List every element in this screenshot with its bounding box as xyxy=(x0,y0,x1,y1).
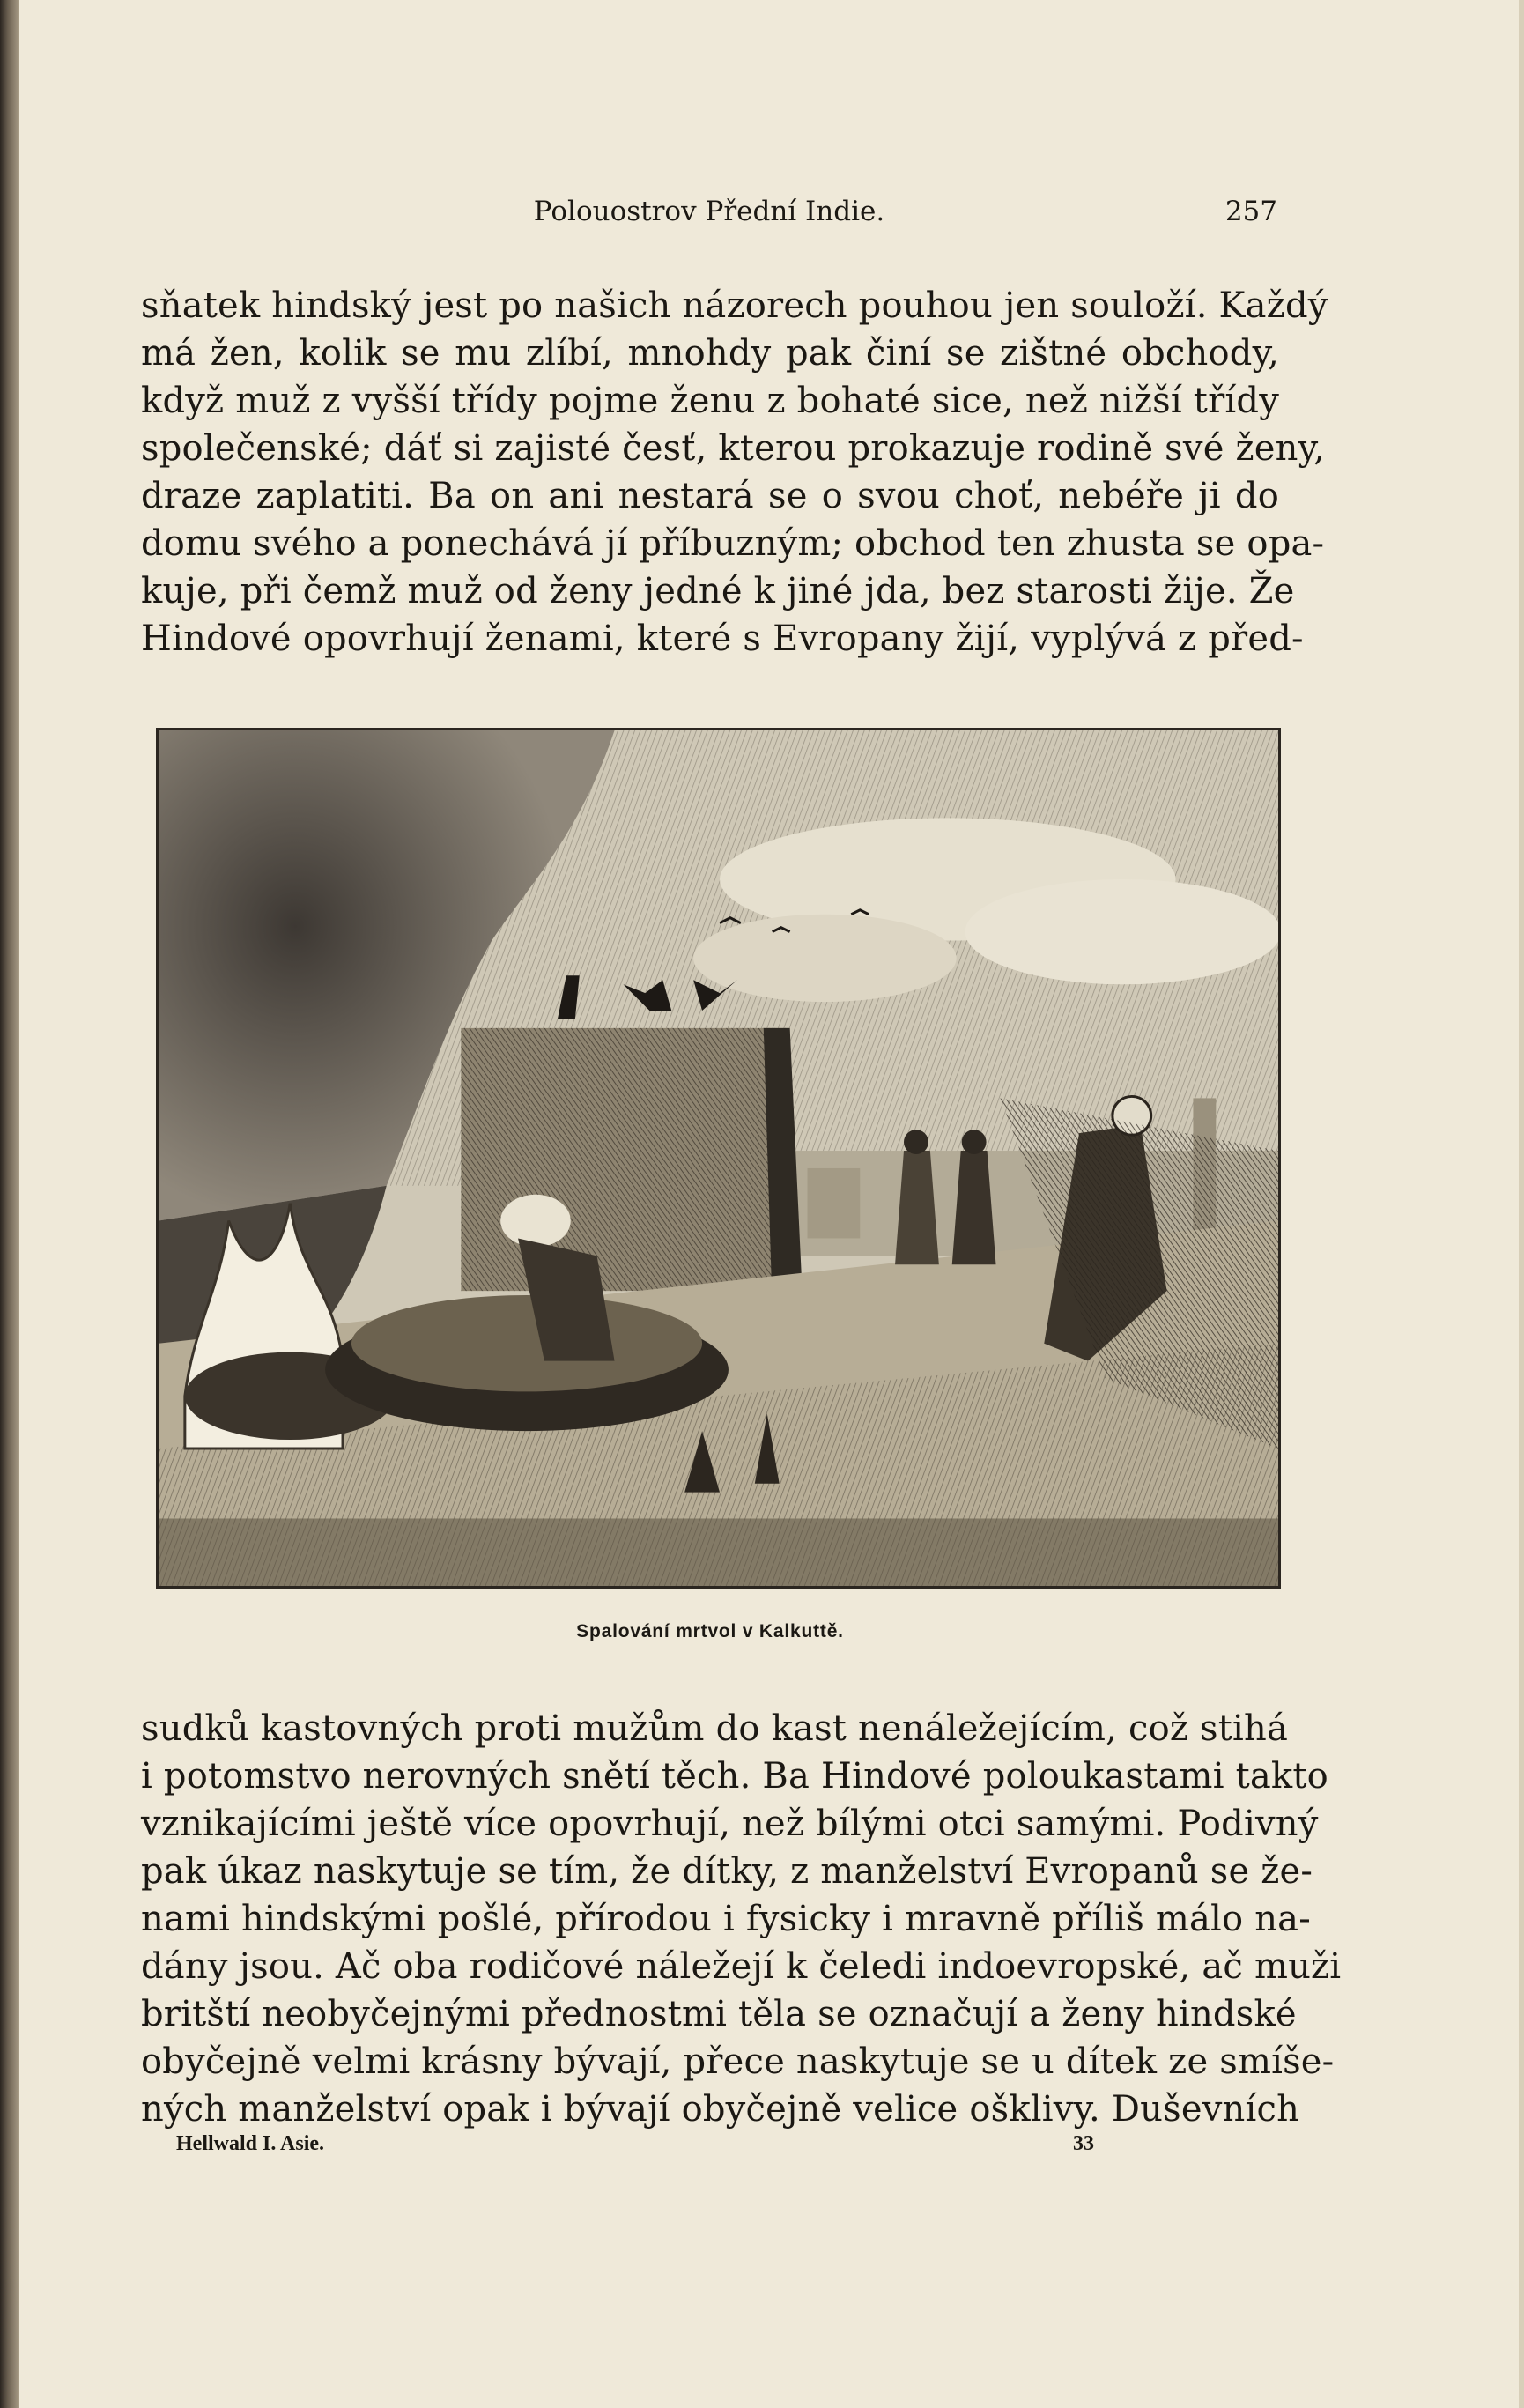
text-line: ných manželství opak i bývají obyčejně velice ošklivy. Duševních xyxy=(141,2089,1300,2130)
text-line: Hindové opovrhují ženami, které s Evropany žijí, vyplývá z před- xyxy=(141,619,1304,659)
text-line: i potomstvo nerovných snětí těch. Ba Hindové poloukastami takto xyxy=(141,1756,1328,1797)
text-line: vznikajícími ještě více opovrhují, než bílými otci samými. Podivný xyxy=(141,1804,1319,1844)
engraving-illustration xyxy=(156,728,1281,1589)
text-line: společenské; dáť si zajisté česť, kterou prokazuje rodině své ženy, xyxy=(141,428,1325,469)
text-line: sňatek hindský jest po našich názorech pouhou jen souloží. Každý xyxy=(141,285,1328,326)
text-line: obyčejně velmi krásny bývají, přece naskytuje se u dítek ze smíše- xyxy=(141,2041,1335,2082)
signature-mark: Hellwald I. Asie. xyxy=(176,2132,325,2155)
text-line: kuje, při čemž muž od ženy jedné k jiné jda, bez starosti žije. Že xyxy=(141,571,1295,611)
text-line: domu svého a ponechává jí příbuzným; obchod ten zhusta se opa- xyxy=(141,523,1325,564)
text-line: má žen, kolik se mu zlíbí, mnohdy pak činí se zištné obchody, xyxy=(141,333,1279,374)
figure-caption: Spalování mrtvol v Kalkuttě. xyxy=(576,1621,844,1641)
running-title: Polouostrov Přední Indie. xyxy=(533,196,885,227)
text-line: dány jsou. Ač oba rodičové náležejí k čeledi indoevropské, ač muži xyxy=(141,1946,1342,1987)
paragraph-bottom xyxy=(141,1705,1342,2133)
text-line: draze zaplatiti. Ba on ani nestará se o svou choť, nebéře ji do xyxy=(141,476,1279,516)
page-number: 257 xyxy=(1224,196,1277,227)
cremation-engraving xyxy=(159,730,1278,1586)
paragraph-top xyxy=(141,282,1328,663)
running-header xyxy=(141,196,1277,240)
page-footer xyxy=(176,2132,1145,2167)
text-line: když muž z vyšší třídy pojme ženu z bohaté sice, než nižší třídy xyxy=(141,381,1279,421)
sheet-number: 33 xyxy=(1073,2132,1094,2155)
book-binding-edge xyxy=(0,0,19,2408)
text-line: britští neobyčejnými přednostmi těla se označují a ženy hindské xyxy=(141,1994,1297,2034)
text-line: pak úkaz naskytuje se tím, že dítky, z manželství Evropanů se že- xyxy=(141,1851,1313,1892)
text-line: nami hindskými pošlé, přírodou i fysicky i mravně příliš málo na- xyxy=(141,1899,1311,1939)
page-edge xyxy=(1519,0,1524,2408)
text-line: sudků kastovných proti mužům do kast nenáležejícím, což stihá xyxy=(141,1708,1289,1749)
